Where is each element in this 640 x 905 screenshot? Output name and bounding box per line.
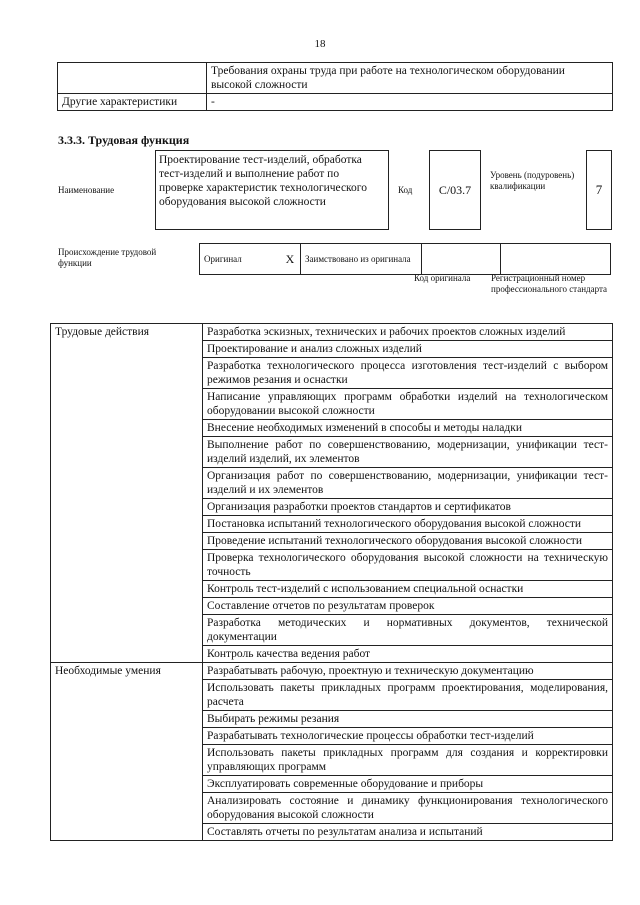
- category-cell: Необходимые умения: [51, 663, 203, 841]
- item-cell: Составление отчетов по результатам проверок: [203, 598, 613, 615]
- level-label: Уровень (подуровень) квалификации: [490, 170, 575, 191]
- table-cell-label: Другие характеристики: [58, 94, 207, 111]
- item-cell: Разработка технологического процесса изготовления тест-изделий с выбором режимов резания и оснастки: [203, 358, 613, 389]
- item-cell: Проверка технологического оборудования высокой сложности на техническую точность: [203, 550, 613, 581]
- original-code-cell: [422, 244, 501, 275]
- item-cell: Анализировать состояние и динамику функционирования технологического оборудования высокой сложности: [203, 793, 613, 824]
- item-cell: Проведение испытаний технологического оборудования высокой сложности: [203, 533, 613, 550]
- name-label: Наименование: [58, 185, 115, 195]
- function-name: Проектирование тест-изделий, обработка тест-изделий и выполнение работ по проверке характеристик технологического оборудования высокой сложности: [155, 150, 389, 230]
- item-cell: Выполнение работ по совершенствованию, модернизации, унификации тест-изделий изделий, их элементов: [203, 437, 613, 468]
- item-cell: Организация работ по совершенствованию, модернизации, унификации тест-изделий и их элементов: [203, 468, 613, 499]
- section-title: 3.3.3. Трудовая функция: [58, 133, 190, 147]
- item-cell: Постановка испытаний технологического оборудования высокой сложности: [203, 516, 613, 533]
- item-cell: Организация разработки проектов стандартов и сертификатов: [203, 499, 613, 516]
- item-cell: Контроль тест-изделий с использованием специальной оснастки: [203, 581, 613, 598]
- table-row: [200, 244, 611, 275]
- item-cell: Эксплуатировать современные оборудование и приборы: [203, 776, 613, 793]
- item-cell: Разрабатывать технологические процессы обработки тест-изделий: [203, 728, 613, 745]
- requirements-table: [57, 62, 613, 111]
- item-cell: Использовать пакеты прикладных программ проектирования, моделирования, расчета: [203, 680, 613, 711]
- table-row: [51, 324, 613, 341]
- page-number: 18: [314, 38, 326, 50]
- item-cell: Разработка эскизных, технических и рабочих проектов сложных изделий: [203, 324, 613, 341]
- code-label: Код: [398, 185, 413, 195]
- table-cell-value: Требования охраны труда при работе на технологическом оборудовании высокой сложности: [207, 63, 613, 94]
- original-mark: X: [280, 244, 301, 275]
- item-cell: Составлять отчеты по результатам анализа и испытаний: [203, 824, 613, 841]
- original-label: Оригинал: [200, 244, 281, 275]
- item-cell: Написание управляющих программ обработки изделий на технологическом оборудовании высокой сложности: [203, 389, 613, 420]
- table-cell-label: [58, 63, 207, 94]
- function-code: С/03.7: [429, 150, 481, 230]
- item-cell: Разрабатывать рабочую, проектную и техническую документацию: [203, 663, 613, 680]
- reg-number-cell: [501, 244, 611, 275]
- qualification-level: 7: [586, 150, 612, 230]
- item-cell: Внесение необходимых изменений в способы и методы наладки: [203, 420, 613, 437]
- reg-number-caption: Регистрационный номер профессионального стандарта: [491, 273, 608, 294]
- item-cell: Контроль качества ведения работ: [203, 646, 613, 663]
- table-row: [58, 94, 613, 111]
- table-row: [51, 663, 613, 680]
- function-details-table: [50, 323, 613, 841]
- item-cell: Выбирать режимы резания: [203, 711, 613, 728]
- table-row: [58, 63, 613, 94]
- origin-table: [199, 243, 611, 275]
- item-cell: Проектирование и анализ сложных изделий: [203, 341, 613, 358]
- item-cell: Разработка методических и нормативных документов, технической документации: [203, 615, 613, 646]
- original-code-caption: Код оригинала: [414, 273, 471, 283]
- category-cell: Трудовые действия: [51, 324, 203, 663]
- origin-label: Происхождение трудовой функции: [58, 247, 157, 268]
- table-cell-value: -: [207, 94, 613, 111]
- item-cell: Использовать пакеты прикладных программ для создания и корректировки управляющих программ: [203, 745, 613, 776]
- borrowed-label: Заимствовано из оригинала: [301, 244, 422, 275]
